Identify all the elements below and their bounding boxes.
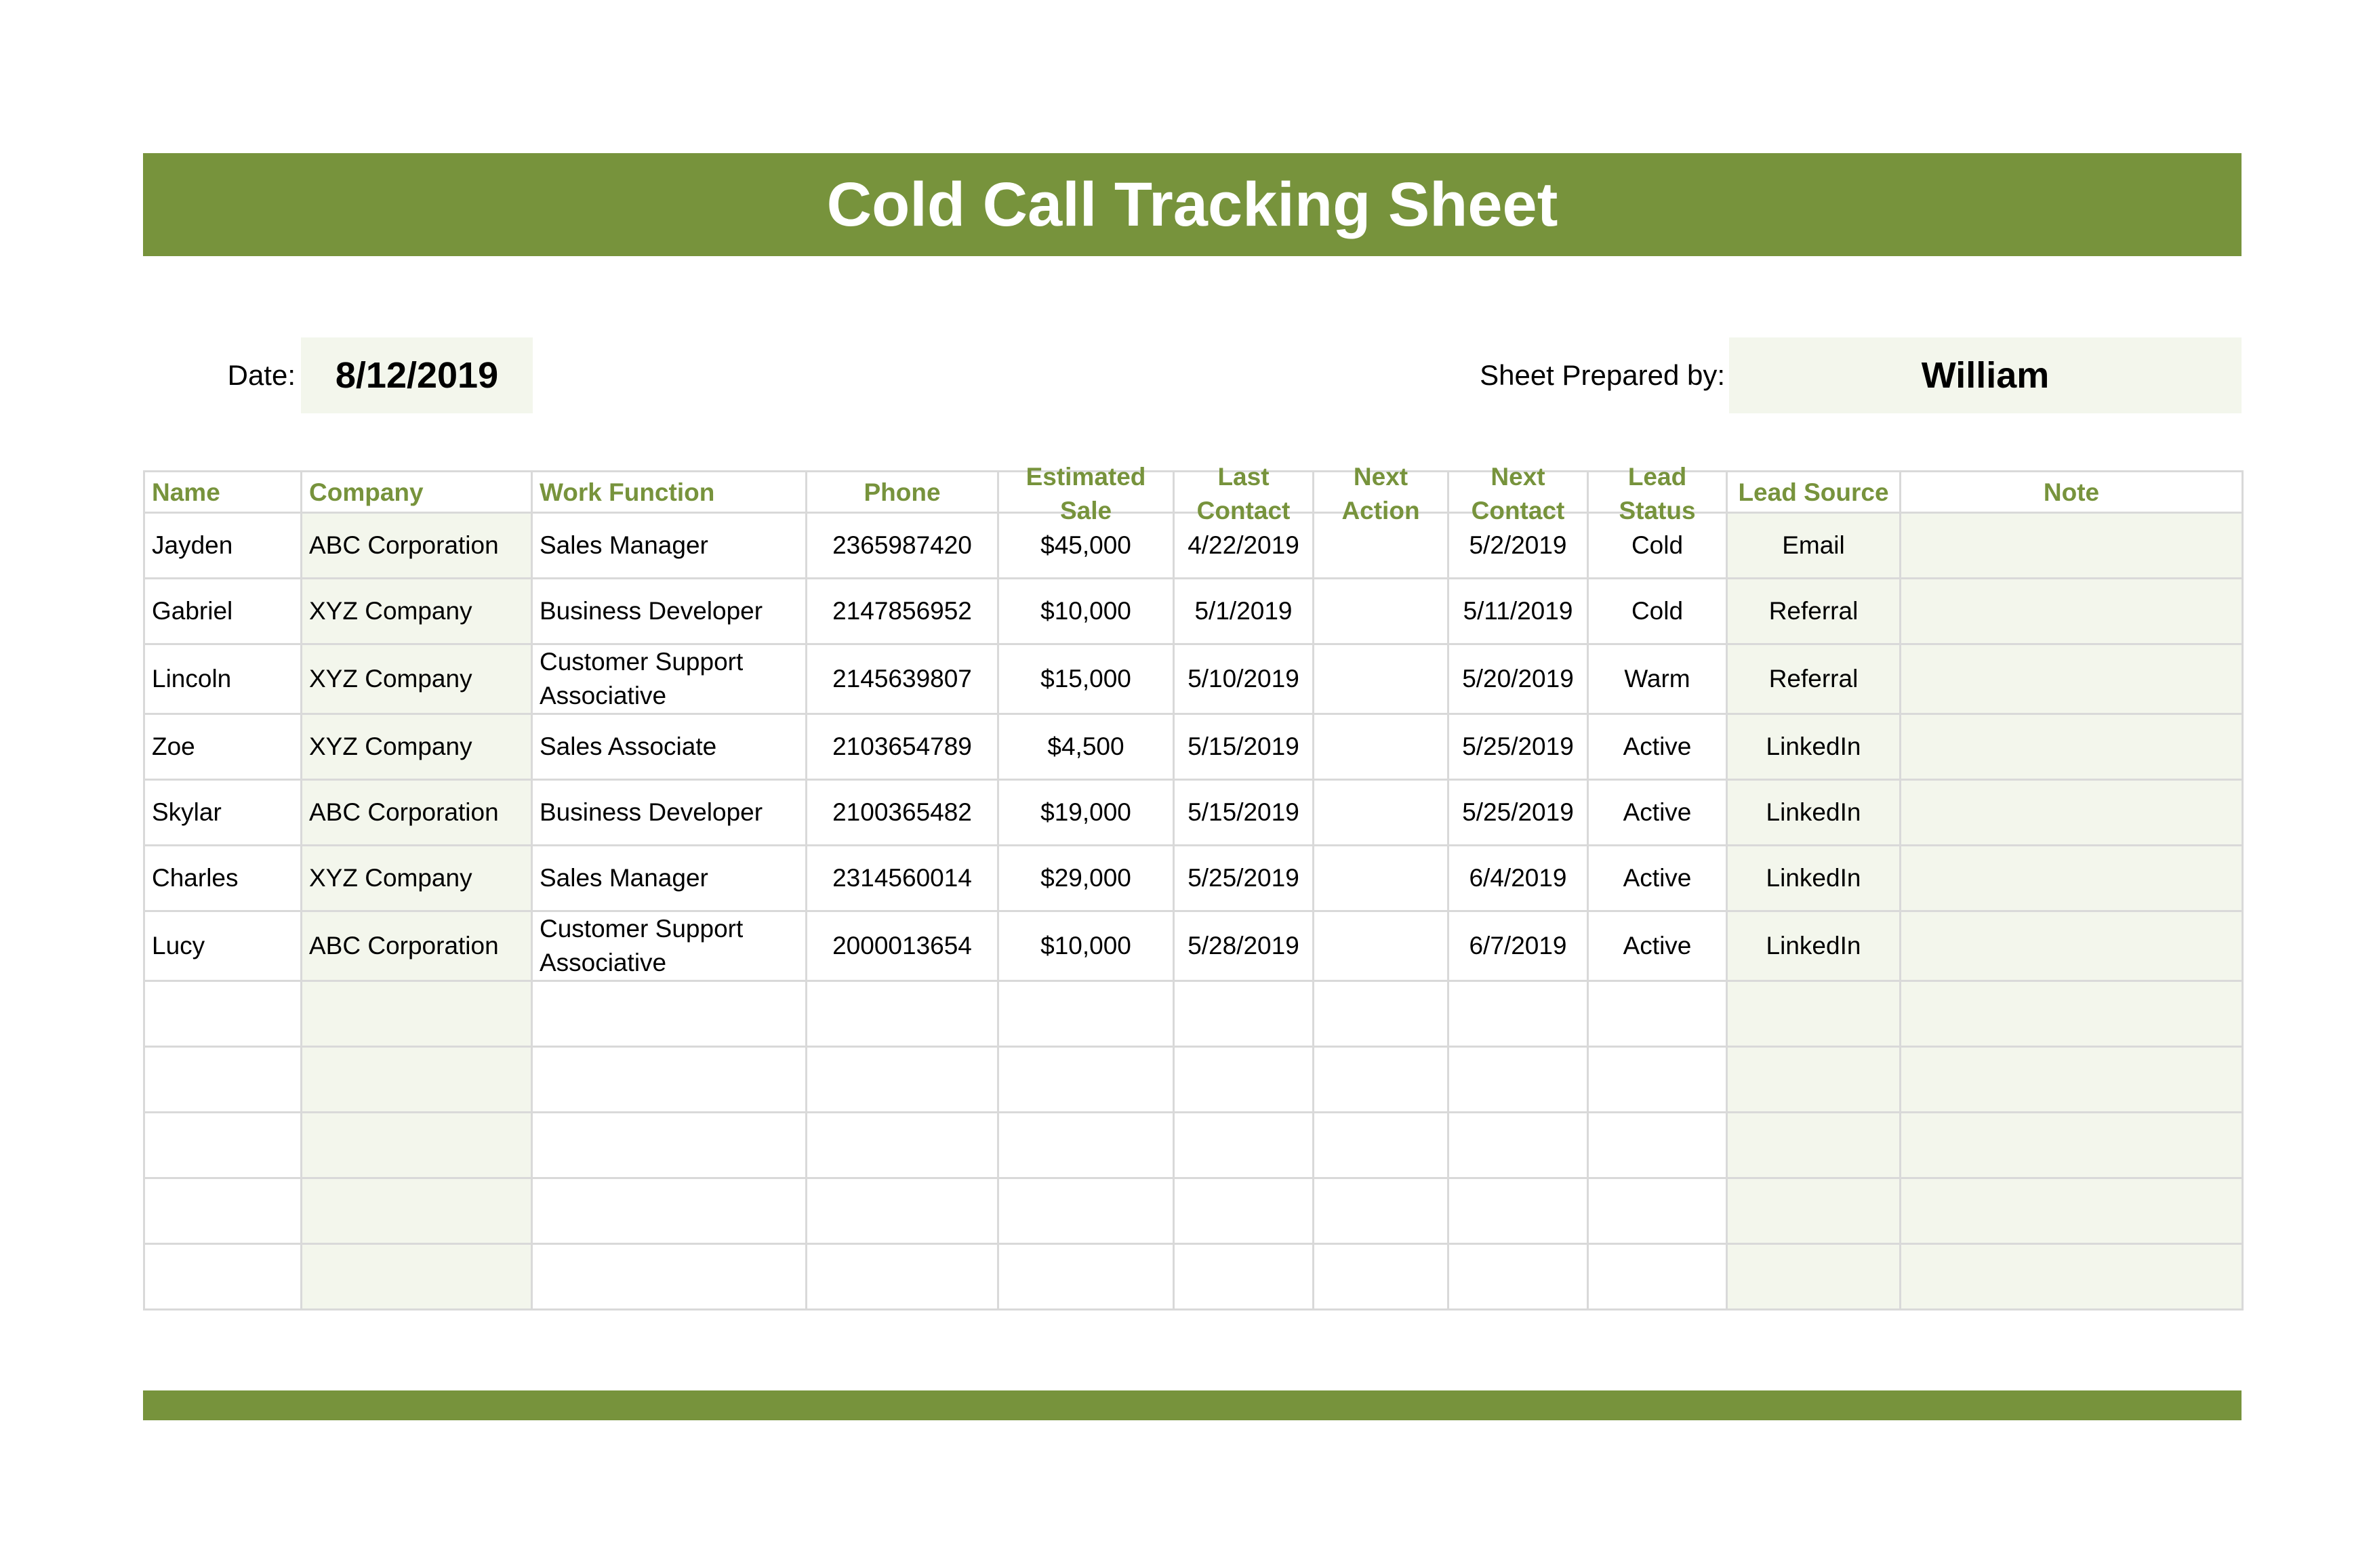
cell-company[interactable]: XYZ Company — [302, 846, 532, 911]
cell-last-contact[interactable] — [1174, 1047, 1314, 1113]
cell-estimated-sale[interactable] — [998, 1113, 1174, 1178]
cell-note[interactable] — [1901, 911, 2243, 981]
cell-company[interactable]: ABC Corporation — [302, 780, 532, 846]
date-label: Date: — [227, 359, 296, 391]
cell-company[interactable] — [302, 1047, 532, 1113]
cell-company[interactable] — [302, 1244, 532, 1310]
cell-work-function[interactable]: Sales Manager — [532, 513, 807, 579]
cell-note[interactable] — [1901, 846, 2243, 911]
cell-phone[interactable]: 2103654789 — [807, 714, 998, 780]
table-row — [144, 513, 2243, 579]
cell-lead-status[interactable] — [1588, 1178, 1727, 1244]
cell-next-action[interactable] — [1314, 846, 1448, 911]
cell-work-function[interactable]: Sales Manager — [532, 846, 807, 911]
cell-lead-status[interactable]: Active — [1588, 714, 1727, 780]
cell-work-function[interactable] — [532, 1047, 807, 1113]
cell-company[interactable] — [302, 981, 532, 1047]
cell-lead-status[interactable]: Active — [1588, 911, 1727, 981]
cell-estimated-sale[interactable]: $45,000 — [998, 513, 1174, 579]
cell-name[interactable]: Jayden — [144, 513, 302, 579]
cell-work-function[interactable] — [532, 1113, 807, 1178]
cell-name[interactable]: Lincoln — [144, 644, 302, 714]
cell-lead-source[interactable]: Referral — [1727, 579, 1901, 644]
cell-estimated-sale[interactable]: $15,000 — [998, 644, 1174, 714]
cell-phone[interactable]: 2100365482 — [807, 780, 998, 846]
cell-phone[interactable] — [807, 1178, 998, 1244]
cell-lead-source[interactable] — [1727, 1047, 1901, 1113]
cell-company[interactable]: XYZ Company — [302, 579, 532, 644]
prepared-by-label: Sheet Prepared by: — [1480, 359, 1725, 391]
table-row — [144, 780, 2243, 846]
cell-phone[interactable]: 2000013654 — [807, 911, 998, 981]
cell-name[interactable] — [144, 1047, 302, 1113]
cell-phone[interactable]: 2314560014 — [807, 846, 998, 911]
cell-estimated-sale[interactable] — [998, 1244, 1174, 1310]
cell-next-contact[interactable]: 5/25/2019 — [1448, 714, 1588, 780]
cell-lead-status[interactable] — [1588, 1047, 1727, 1113]
prepared-by-field[interactable]: William — [1729, 337, 2242, 413]
cell-estimated-sale[interactable]: $29,000 — [998, 846, 1174, 911]
cell-estimated-sale[interactable]: $10,000 — [998, 579, 1174, 644]
col-header-lead-source: Lead Source — [1727, 472, 1901, 513]
cell-next-contact[interactable] — [1448, 1047, 1588, 1113]
table-row — [144, 981, 2243, 1047]
cell-lead-source[interactable]: LinkedIn — [1727, 780, 1901, 846]
cell-note[interactable] — [1901, 1178, 2243, 1244]
cell-company[interactable]: ABC Corporation — [302, 513, 532, 579]
sheet-title: Cold Call Tracking Sheet — [143, 153, 2242, 256]
table-row — [144, 1113, 2243, 1178]
cell-last-contact[interactable] — [1174, 1113, 1314, 1178]
cell-name[interactable]: Zoe — [144, 714, 302, 780]
footer-bar — [143, 1390, 2242, 1420]
cell-company[interactable] — [302, 1113, 532, 1178]
col-header-last-contact: Last Contact — [1174, 472, 1314, 513]
cell-note[interactable] — [1901, 1244, 2243, 1310]
cell-note[interactable] — [1901, 981, 2243, 1047]
cell-name[interactable] — [144, 1244, 302, 1310]
cell-name[interactable]: Gabriel — [144, 579, 302, 644]
cell-last-contact[interactable]: 5/1/2019 — [1174, 579, 1314, 644]
cell-next-action[interactable] — [1314, 579, 1448, 644]
col-header-next-contact: Next Contact — [1448, 472, 1588, 513]
cell-next-contact[interactable] — [1448, 1244, 1588, 1310]
cell-lead-status[interactable]: Cold — [1588, 513, 1727, 579]
cell-estimated-sale[interactable]: $4,500 — [998, 714, 1174, 780]
cell-estimated-sale[interactable] — [998, 1178, 1174, 1244]
col-header-next-action: Next Action — [1314, 472, 1448, 513]
tracking-table — [143, 463, 2244, 1311]
cell-last-contact[interactable]: 5/28/2019 — [1174, 911, 1314, 981]
cell-lead-status[interactable]: Active — [1588, 780, 1727, 846]
cell-next-action[interactable] — [1314, 1178, 1448, 1244]
cell-work-function[interactable]: Business Developer — [532, 780, 807, 846]
cell-last-contact[interactable]: 5/15/2019 — [1174, 780, 1314, 846]
cell-last-contact[interactable] — [1174, 1244, 1314, 1310]
cell-lead-status[interactable]: Warm — [1588, 644, 1727, 714]
cell-note[interactable] — [1901, 780, 2243, 846]
cell-lead-source[interactable] — [1727, 1178, 1901, 1244]
col-header-estimated-sale: Estimated Sale — [998, 472, 1174, 513]
cell-next-contact[interactable]: 6/4/2019 — [1448, 846, 1588, 911]
table-row — [144, 714, 2243, 780]
cell-company[interactable]: XYZ Company — [302, 714, 532, 780]
cell-name[interactable] — [144, 981, 302, 1047]
cell-work-function[interactable] — [532, 1244, 807, 1310]
cell-work-function[interactable]: Business Developer — [532, 579, 807, 644]
cell-phone[interactable] — [807, 1047, 998, 1113]
cell-next-action[interactable] — [1314, 1244, 1448, 1310]
cell-phone[interactable] — [807, 981, 998, 1047]
cell-next-action[interactable] — [1314, 911, 1448, 981]
cell-next-contact[interactable]: 5/11/2019 — [1448, 579, 1588, 644]
table-row — [144, 1244, 2243, 1310]
table-row — [144, 911, 2243, 981]
table-row — [144, 579, 2243, 644]
col-header-phone: Phone — [807, 472, 998, 513]
cell-company[interactable]: ABC Corporation — [302, 911, 532, 981]
cell-lead-source[interactable]: Email — [1727, 513, 1901, 579]
cell-lead-source[interactable]: LinkedIn — [1727, 714, 1901, 780]
cell-name[interactable]: Lucy — [144, 911, 302, 981]
date-field[interactable]: 8/12/2019 — [301, 337, 533, 413]
cell-name[interactable] — [144, 1113, 302, 1178]
col-header-name: Name — [144, 472, 302, 513]
cell-next-action[interactable] — [1314, 644, 1448, 714]
cell-next-contact[interactable]: 6/7/2019 — [1448, 911, 1588, 981]
cell-next-contact[interactable]: 5/20/2019 — [1448, 644, 1588, 714]
cell-lead-status[interactable] — [1588, 981, 1727, 1047]
table-row — [144, 1178, 2243, 1244]
cell-estimated-sale[interactable] — [998, 1047, 1174, 1113]
cell-note[interactable] — [1901, 1047, 2243, 1113]
cell-note[interactable] — [1901, 513, 2243, 579]
cell-next-action[interactable] — [1314, 981, 1448, 1047]
cell-work-function[interactable] — [532, 1178, 807, 1244]
cell-phone[interactable]: 2147856952 — [807, 579, 998, 644]
col-header-lead-status: Lead Status — [1588, 472, 1727, 513]
cell-last-contact[interactable] — [1174, 981, 1314, 1047]
cell-company[interactable]: XYZ Company — [302, 644, 532, 714]
col-header-company: Company — [302, 472, 532, 513]
cell-note[interactable] — [1901, 1113, 2243, 1178]
col-header-work-function: Work Function — [532, 472, 807, 513]
cell-work-function[interactable]: Sales Associate — [532, 714, 807, 780]
cell-estimated-sale[interactable]: $10,000 — [998, 911, 1174, 981]
cell-last-contact[interactable]: 5/15/2019 — [1174, 714, 1314, 780]
cell-lead-status[interactable]: Cold — [1588, 579, 1727, 644]
col-header-note: Note — [1901, 472, 2243, 513]
table-row — [144, 846, 2243, 911]
cell-last-contact[interactable]: 5/25/2019 — [1174, 846, 1314, 911]
cell-next-contact[interactable] — [1448, 981, 1588, 1047]
cell-next-contact[interactable]: 5/2/2019 — [1448, 513, 1588, 579]
cell-last-contact[interactable]: 4/22/2019 — [1174, 513, 1314, 579]
cell-note[interactable] — [1901, 714, 2243, 780]
table-row — [144, 644, 2243, 714]
cell-lead-source[interactable]: LinkedIn — [1727, 846, 1901, 911]
cell-last-contact[interactable]: 5/10/2019 — [1174, 644, 1314, 714]
table-row — [144, 1047, 2243, 1113]
cell-name[interactable] — [144, 1178, 302, 1244]
cell-next-contact[interactable] — [1448, 1178, 1588, 1244]
cell-next-action[interactable] — [1314, 1113, 1448, 1178]
cell-work-function[interactable]: Customer Support Associative — [532, 644, 807, 714]
cell-name[interactable]: Charles — [144, 846, 302, 911]
cell-lead-source[interactable] — [1727, 1244, 1901, 1310]
cell-note[interactable] — [1901, 579, 2243, 644]
cell-next-action[interactable] — [1314, 1047, 1448, 1113]
header-row — [144, 472, 2243, 513]
cell-company[interactable] — [302, 1178, 532, 1244]
cell-lead-source[interactable]: LinkedIn — [1727, 911, 1901, 981]
table-body — [144, 513, 2243, 1310]
cell-phone[interactable]: 2145639807 — [807, 644, 998, 714]
cell-estimated-sale[interactable]: $19,000 — [998, 780, 1174, 846]
cell-estimated-sale[interactable] — [998, 981, 1174, 1047]
cell-lead-status[interactable] — [1588, 1113, 1727, 1178]
cell-next-action[interactable] — [1314, 714, 1448, 780]
cell-next-action[interactable] — [1314, 780, 1448, 846]
cell-note[interactable] — [1901, 644, 2243, 714]
cell-next-contact[interactable] — [1448, 1113, 1588, 1178]
cell-lead-source[interactable] — [1727, 1113, 1901, 1178]
cell-lead-source[interactable]: Referral — [1727, 644, 1901, 714]
cell-lead-source[interactable] — [1727, 981, 1901, 1047]
cell-lead-status[interactable] — [1588, 1244, 1727, 1310]
cell-lead-status[interactable]: Active — [1588, 846, 1727, 911]
cell-phone[interactable]: 2365987420 — [807, 513, 998, 579]
cell-phone[interactable] — [807, 1113, 998, 1178]
cell-phone[interactable] — [807, 1244, 998, 1310]
cell-name[interactable]: Skylar — [144, 780, 302, 846]
cell-last-contact[interactable] — [1174, 1178, 1314, 1244]
cell-work-function[interactable] — [532, 981, 807, 1047]
cell-work-function[interactable]: Customer Support Associative — [532, 911, 807, 981]
cell-next-contact[interactable]: 5/25/2019 — [1448, 780, 1588, 846]
